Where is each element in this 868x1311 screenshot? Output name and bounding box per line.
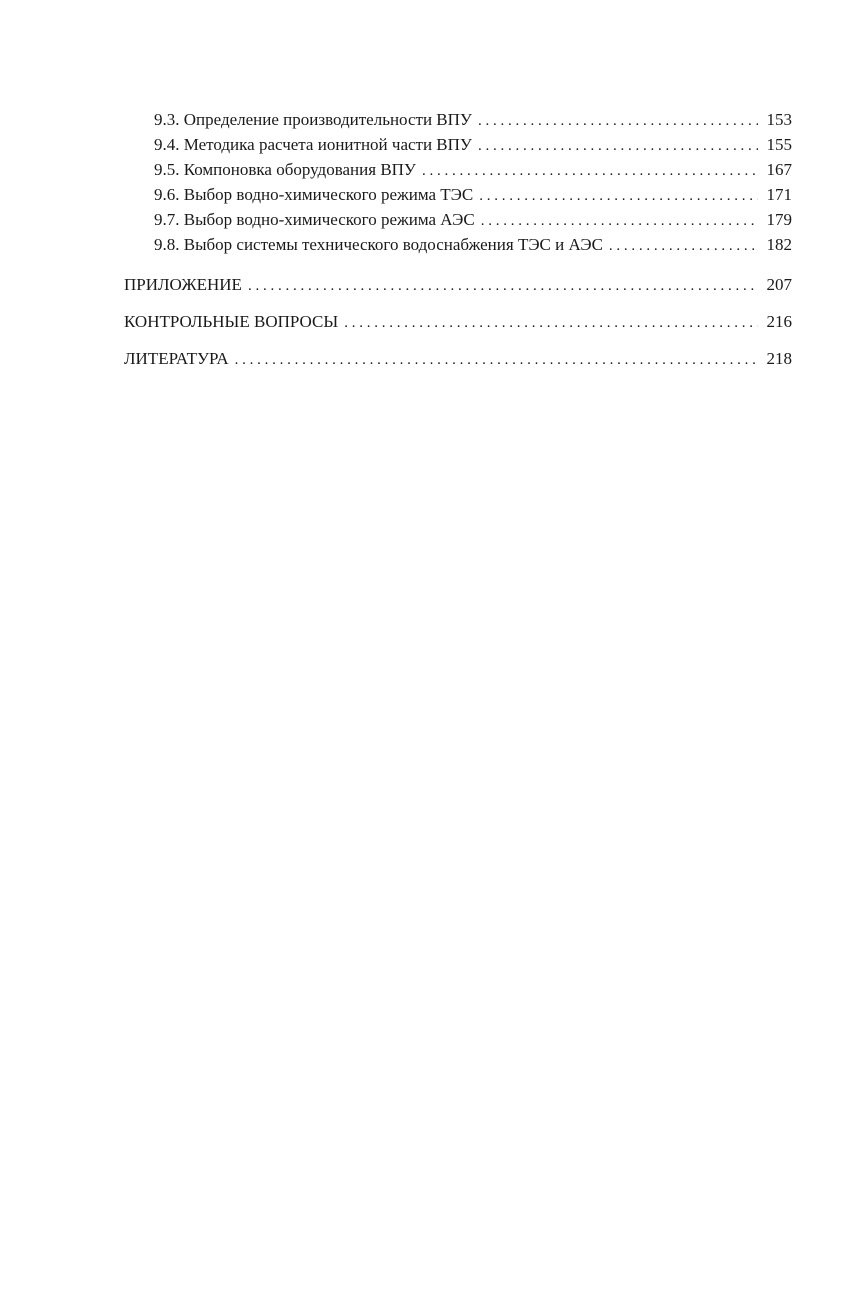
toc-entry-9-3 [124, 108, 792, 133]
toc-leader-dots [481, 210, 758, 233]
toc-leader-dots [248, 275, 758, 298]
table-of-contents [124, 108, 792, 372]
toc-entry-title: 9.7. Выбор водно-химического режима АЭС [154, 210, 475, 229]
toc-leader-dots [609, 235, 758, 258]
toc-entry-page: 171 [766, 185, 792, 204]
toc-entry-page: 182 [766, 235, 792, 254]
toc-entry-page: 216 [766, 312, 792, 331]
toc-entry-page: 155 [766, 135, 792, 154]
toc-entry-title: 9.4. Методика расчета ионитной части ВПУ [154, 135, 472, 154]
toc-entry-9-8 [124, 233, 792, 258]
toc-entry-title: ЛИТЕРАТУРА [124, 349, 229, 368]
toc-entry-literature [124, 347, 792, 372]
toc-entry-review-questions [124, 310, 792, 335]
toc-leader-dots [479, 185, 758, 208]
toc-entry-title: ПРИЛОЖЕНИЕ [124, 275, 242, 294]
toc-leader-dots [478, 135, 758, 158]
toc-entry-title: 9.8. Выбор системы технического водоснабжения ТЭС и АЭС [154, 235, 603, 254]
toc-entry-title: КОНТРОЛЬНЫЕ ВОПРОСЫ [124, 312, 339, 331]
toc-leader-dots [478, 110, 758, 133]
toc-entry-title: 9.3. Определение производительности ВПУ [154, 110, 472, 129]
toc-entry-page: 207 [766, 275, 792, 294]
toc-entry-page: 179 [766, 210, 792, 229]
toc-leader-dots [235, 349, 758, 372]
toc-entry-page: 218 [766, 349, 792, 368]
toc-entry-9-7 [124, 208, 792, 233]
toc-entry-title: 9.6. Выбор водно-химического режима ТЭС [154, 185, 474, 204]
toc-entry-page: 153 [766, 110, 792, 129]
toc-entry-9-4 [124, 133, 792, 158]
toc-entry-appendix [124, 273, 792, 298]
toc-entry-title: 9.5. Компоновка оборудования ВПУ [154, 160, 416, 179]
toc-entry-9-5 [124, 158, 792, 183]
toc-leader-dots [422, 160, 758, 183]
toc-leader-dots [344, 312, 758, 335]
toc-entry-9-6 [124, 183, 792, 208]
toc-entry-page: 167 [766, 160, 792, 179]
